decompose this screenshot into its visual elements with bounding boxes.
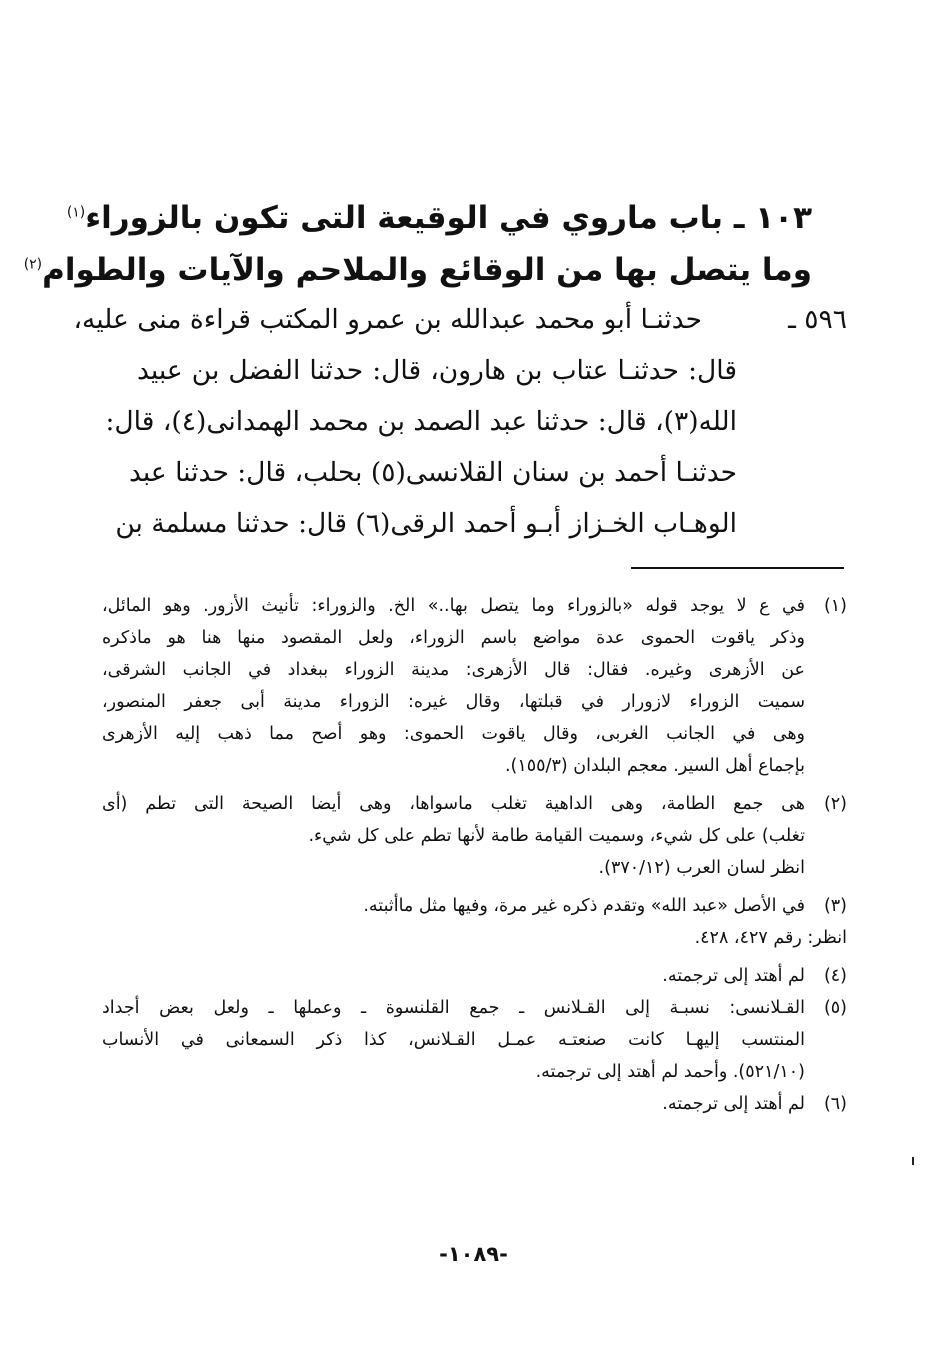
footnote-2	[102, 788, 847, 852]
footnote-line: المنتسب إليهـا كانت صنعتـه عمـل القـلانس، كذا ذكر السمعانى في الأنساب	[102, 1030, 805, 1050]
footnote-ref[interactable]: (١)	[66, 204, 86, 221]
heading-line-2-text: وما يتصل بها من الوقائع والملاحم والآيات والطوام	[42, 252, 812, 288]
hadith-line	[73, 294, 847, 345]
footnote-line: وذكر ياقوت الحموى عدة مواضع باسم الزوراء، ولعل المقصود منها هنا هو ماذكره	[102, 628, 805, 648]
hadith-line: الله(٣)، قال: حدثنا عبد الصمد بن محمد الهمدانى(٤)، قال:	[105, 406, 737, 437]
heading-line-1-text: ١٠٣ ـ باب ماروي في الوقيعة التى تكون بالزوراء	[85, 200, 812, 236]
footnote-6	[102, 1088, 847, 1120]
heading-line-2	[23, 244, 812, 296]
hadith-line-text: حدثنـا أبو محمد عبدالله بن عمرو المكتب قراءة منى عليه،	[73, 304, 702, 335]
footnote-separator	[631, 567, 844, 569]
footnote-body	[102, 590, 805, 782]
page-number: -١٠٨٩-	[439, 1242, 508, 1266]
footnote-5	[102, 992, 847, 1088]
footnote-line: تغلب) على كل شيء، وسميت القيامة طامة لأنها تطم على كل شيء.	[308, 826, 805, 846]
footnote-line: وهى في الجانب الغربى، وقال ياقوت الحموى: وهو أصح مما ذهب إليه الأزهرى	[102, 724, 805, 744]
footnote-line: (٥٢١/١٠). وأحمد لم أهتد إلى ترجمته.	[535, 1062, 805, 1082]
chapter-heading	[23, 192, 812, 296]
footnote-line: في ع لا يوجد قوله «بالزوراء وما يتصل بها..» الخ. والزوراء: تأنيث الأزور. وهو المائل،	[102, 596, 805, 616]
footnote-line: في الأصل «عبد الله» وتقدم ذكره غير مرة، وفيها مثل ماأثبته.	[363, 896, 805, 916]
footnote-line: لم أهتد إلى ترجمته.	[662, 966, 805, 986]
footnote-body	[102, 890, 805, 922]
footnote-body	[102, 1088, 805, 1120]
footnote-line: لم أهتد إلى ترجمته.	[662, 1094, 805, 1114]
footnote-4	[102, 960, 847, 992]
hadith-line: حدثنـا أحمد بن سنان القلانسى(٥) بحلب، قال: حدثنا عبد	[128, 457, 737, 488]
hadith-number: ٥٩٦ ـ	[788, 304, 847, 335]
margin-mark	[912, 1157, 914, 1165]
footnote-line: سميت الزوراء لازورار في قبلتها، وقال غيره: الزوراء مدينة أبى جعفر المنصور،	[102, 692, 805, 712]
footnote-line: هى جمع الطامة، وهى الداهية تغلب ماسواها، وهى أيضا الصيحة التى تطم (أى	[102, 794, 805, 814]
footnote-mark: (٣)	[823, 896, 847, 916]
footnote-body	[102, 992, 805, 1088]
hadith-line: قال: حدثنـا عتاب بن هارون، قال: حدثنا الفضل بن عبيد	[137, 355, 737, 386]
footnote-reference-line: انظر لسان العرب (٣٧٠/١٢).	[598, 858, 805, 878]
footnote-3	[102, 890, 847, 922]
footnote-line: القـلانسى: نسبـة إلى القـلانس ـ جمع القلنسوة ـ وعملها ـ ولعل بعض أجداد	[102, 998, 805, 1018]
footnote-line: بإجماع أهل السير. معجم البلدان (١٥٥/٣).	[504, 756, 805, 776]
footnote-body	[102, 788, 805, 852]
footnote-reference-line: انظر: رقم ٤٢٧، ٤٢٨.	[694, 928, 847, 948]
hadith-line: الوهـاب الخـزاز أبـو أحمد الرقى(٦) قال: حدثنا مسلمة بن	[115, 508, 737, 539]
footnote-mark: (٥)	[823, 998, 847, 1018]
footnote-1	[102, 590, 847, 782]
heading-line-1	[66, 192, 812, 244]
footnote-line: عن الأزهرى وغيره. فقال: قال الأزهرى: مدينة الزوراء ببغداد في الجانب الشرقى،	[102, 660, 805, 680]
footnote-body	[102, 960, 805, 992]
footnote-mark: (٢)	[823, 794, 847, 814]
footnotes	[102, 590, 847, 1120]
hadith-text	[73, 294, 847, 549]
footnote-mark: (٤)	[823, 966, 847, 986]
footnote-mark: (٦)	[823, 1094, 847, 1114]
footnote-mark: (١)	[823, 596, 847, 616]
footnote-ref[interactable]: (٢)	[23, 256, 43, 273]
